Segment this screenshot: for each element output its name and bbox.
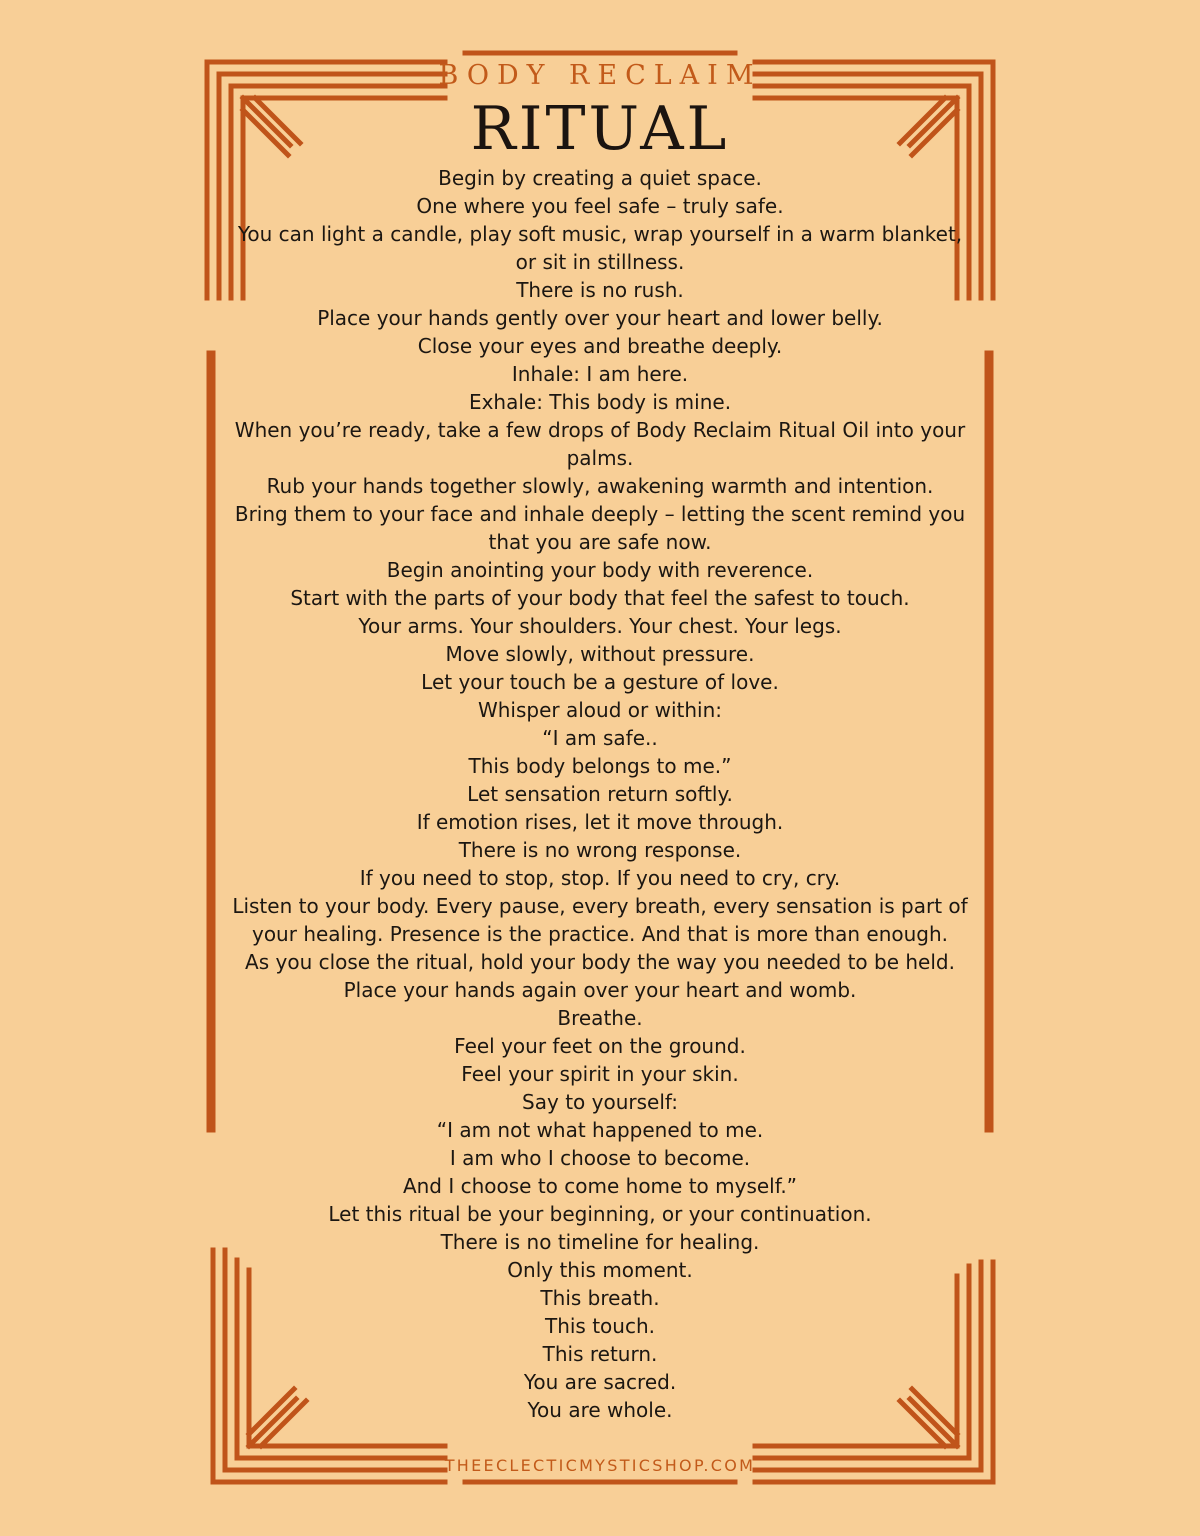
- ritual-line: If you need to stop, stop. If you need to cry, cry.: [359, 866, 841, 890]
- ritual-line: This touch.: [544, 1314, 655, 1338]
- ritual-line: Whisper aloud or within:: [477, 698, 722, 722]
- ritual-line: Inhale: I am here.: [511, 362, 689, 386]
- ritual-line: Say to yourself:: [522, 1090, 678, 1114]
- ritual-line: And I choose to come home to myself.”: [402, 1174, 798, 1198]
- ritual-line: Place your hands again over your heart and womb.: [343, 978, 857, 1002]
- ritual-line: Exhale: This body is mine.: [468, 390, 732, 414]
- ritual-line: You are whole.: [527, 1398, 673, 1422]
- ritual-line: Begin by creating a quiet space.: [438, 166, 762, 190]
- ritual-line: Breathe.: [557, 1006, 643, 1030]
- ritual-line: There is no timeline for healing.: [440, 1230, 760, 1254]
- ritual-line: I am who I choose to become.: [449, 1146, 751, 1170]
- ritual-line: Listen to your body. Every pause, every breath, every sensation is part of your healing. Presence is the practice. And that is more than enough.: [232, 894, 968, 946]
- ritual-line: You are sacred.: [523, 1370, 677, 1394]
- ritual-line: This return.: [542, 1342, 658, 1366]
- ritual-line: Let your touch be a gesture of love.: [421, 670, 779, 694]
- ritual-line: You can light a candle, play soft music, wrap yourself in a warm blanket, or sit in stillness.: [237, 222, 963, 274]
- ritual-line: Let this ritual be your beginning, or your continuation.: [328, 1202, 872, 1226]
- ritual-line: Rub your hands together slowly, awakening warmth and intention.: [266, 474, 934, 498]
- ritual-title: RITUAL: [470, 94, 730, 164]
- ritual-line: Begin anointing your body with reverence.: [386, 558, 814, 582]
- ritual-subtitle: BODY RECLAIM: [438, 60, 762, 91]
- website-footer: THEECLECTICMYSTICSHOP.COM: [444, 1456, 756, 1475]
- ritual-line: Close your eyes and breathe deeply.: [417, 334, 783, 358]
- ritual-line: If emotion rises, let it move through.: [416, 810, 784, 834]
- ritual-line: Feel your spirit in your skin.: [461, 1062, 739, 1086]
- ritual-line: This body belongs to me.”: [468, 754, 732, 778]
- ritual-line: Place your hands gently over your heart and lower belly.: [317, 306, 883, 330]
- ritual-line: Let sensation return softly.: [467, 782, 733, 806]
- ritual-line: When you’re ready, take a few drops of Body Reclaim Ritual Oil into your palms.: [234, 418, 966, 470]
- ritual-line: One where you feel safe – truly safe.: [416, 194, 784, 218]
- ritual-line: “I am not what happened to me.: [436, 1118, 764, 1142]
- ritual-line: Only this moment.: [507, 1258, 693, 1282]
- ritual-line: Bring them to your face and inhale deeply – letting the scent remind you that you are safe now.: [234, 502, 966, 554]
- ritual-line: As you close the ritual, hold your body the way you needed to be held.: [245, 950, 955, 974]
- ritual-line: There is no rush.: [516, 278, 684, 302]
- ritual-line: Your arms. Your shoulders. Your chest. Your legs.: [358, 614, 842, 638]
- ritual-line: There is no wrong response.: [458, 838, 742, 862]
- ritual-line: “I am safe..: [542, 726, 658, 750]
- ritual-line: This breath.: [540, 1286, 660, 1310]
- ritual-line: Move slowly, without pressure.: [445, 642, 755, 666]
- ritual-line: Start with the parts of your body that feel the safest to touch.: [290, 586, 910, 610]
- ritual-line: Feel your feet on the ground.: [454, 1034, 746, 1058]
- ritual-body: [230, 164, 970, 1424]
